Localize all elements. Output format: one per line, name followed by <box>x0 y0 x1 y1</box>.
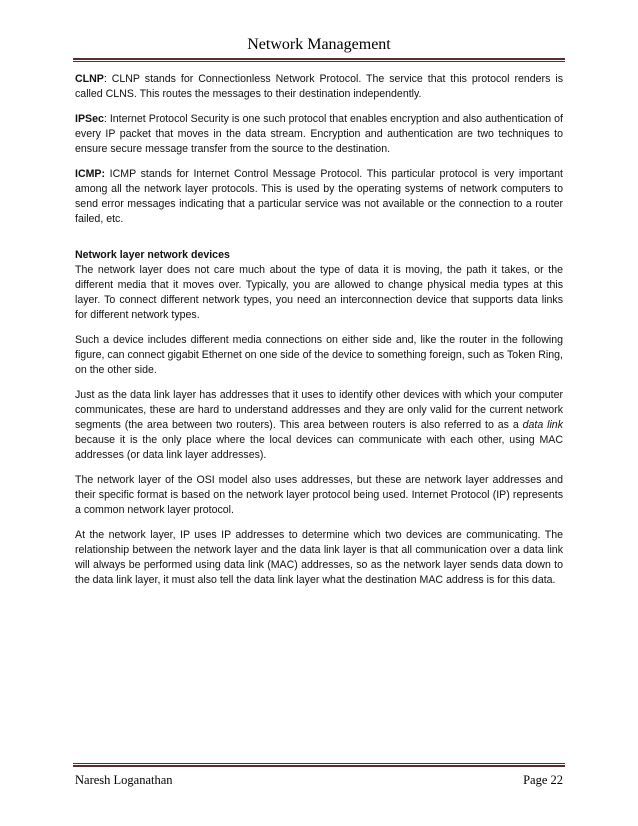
paragraph-devices-p5: At the network layer, IP uses IP addresses to determine which two devices are communicating. The relationship between the network layer and the data link layer is that all communication over a data link will always be performed using data link (MAC) addresses, so as the network layer sends data down to the data link layer, it must also tell the data link layer what the destination MAC address is for this data. <box>75 529 563 586</box>
text-p3-after: because it is the only place where the local devices can communicate with each other, using MAC addresses (or data link layer addresses). <box>75 434 563 461</box>
paragraph-devices-p3 <box>75 388 563 463</box>
paragraph-devices-p2: Such a device includes different media connections on either side and, like the router in the following figure, can connect gigabit Ethernet on one side of the device to something foreign, such as Token Ring, on the other side. <box>75 334 563 376</box>
footer-page-number: Page 22 <box>523 773 563 787</box>
text-clnp: : CLNP stands for Connectionless Network Protocol. The service that this protocol renders is called CLNS. This routes the messages to their destination independently. <box>75 73 563 100</box>
term-clnp: CLNP <box>75 73 104 85</box>
paragraph-clnp <box>75 72 563 102</box>
footer-rule-thin <box>73 763 565 764</box>
term-icmp: ICMP: <box>75 168 106 180</box>
text-p3-italic: data link <box>522 419 563 431</box>
text-p3-before: Just as the data link layer has addresses that it uses to identify other devices with which your computer communicates, these are hard to understand addresses and they are only valid for the current network segments (the area between two routers). This area between routers is also referred to as a <box>75 389 563 431</box>
header-rule <box>73 58 565 60</box>
term-ipsec: IPSec <box>75 113 104 125</box>
section-gap <box>75 237 563 248</box>
paragraph-ipsec <box>75 112 563 157</box>
footer-rule <box>73 765 565 767</box>
page-header-title: Network Management <box>247 36 391 53</box>
header-rule-thin <box>73 61 565 62</box>
paragraph-icmp <box>75 167 563 227</box>
paragraph-devices-p4: The network layer of the OSI model also uses addresses, but these are network layer addresses and their specific format is based on the network layer protocol being used. Internet Protocol (IP) represents a common network layer protocol. <box>75 474 563 516</box>
text-icmp: ICMP stands for Internet Control Message Protocol. This particular protocol is very important among all the network layer protocols. This is used by the operating systems of network computers to send error messages indicating that a particular service was not available or the connection to a router failed, etc. <box>75 168 563 225</box>
text-ipsec: : Internet Protocol Security is one such protocol that enables encryption and also authentication of every IP packet that moves in the data stream. Encryption and authentication are two techniques to ensure secure message transfer from the source to the destination. <box>75 113 563 155</box>
page-content <box>75 72 563 598</box>
footer-author: Naresh Loganathan <box>75 773 173 787</box>
paragraph-devices-intro <box>75 248 563 323</box>
section-heading: Network layer network devices <box>75 249 230 261</box>
text-devices-p1: The network layer does not care much about the type of data it is moving, the path it takes, or the different media that it moves over. Typically, you are allowed to change physical media types at this layer. To connect different network types, you need an interconnection device that supports data links for different network types. <box>75 264 563 321</box>
